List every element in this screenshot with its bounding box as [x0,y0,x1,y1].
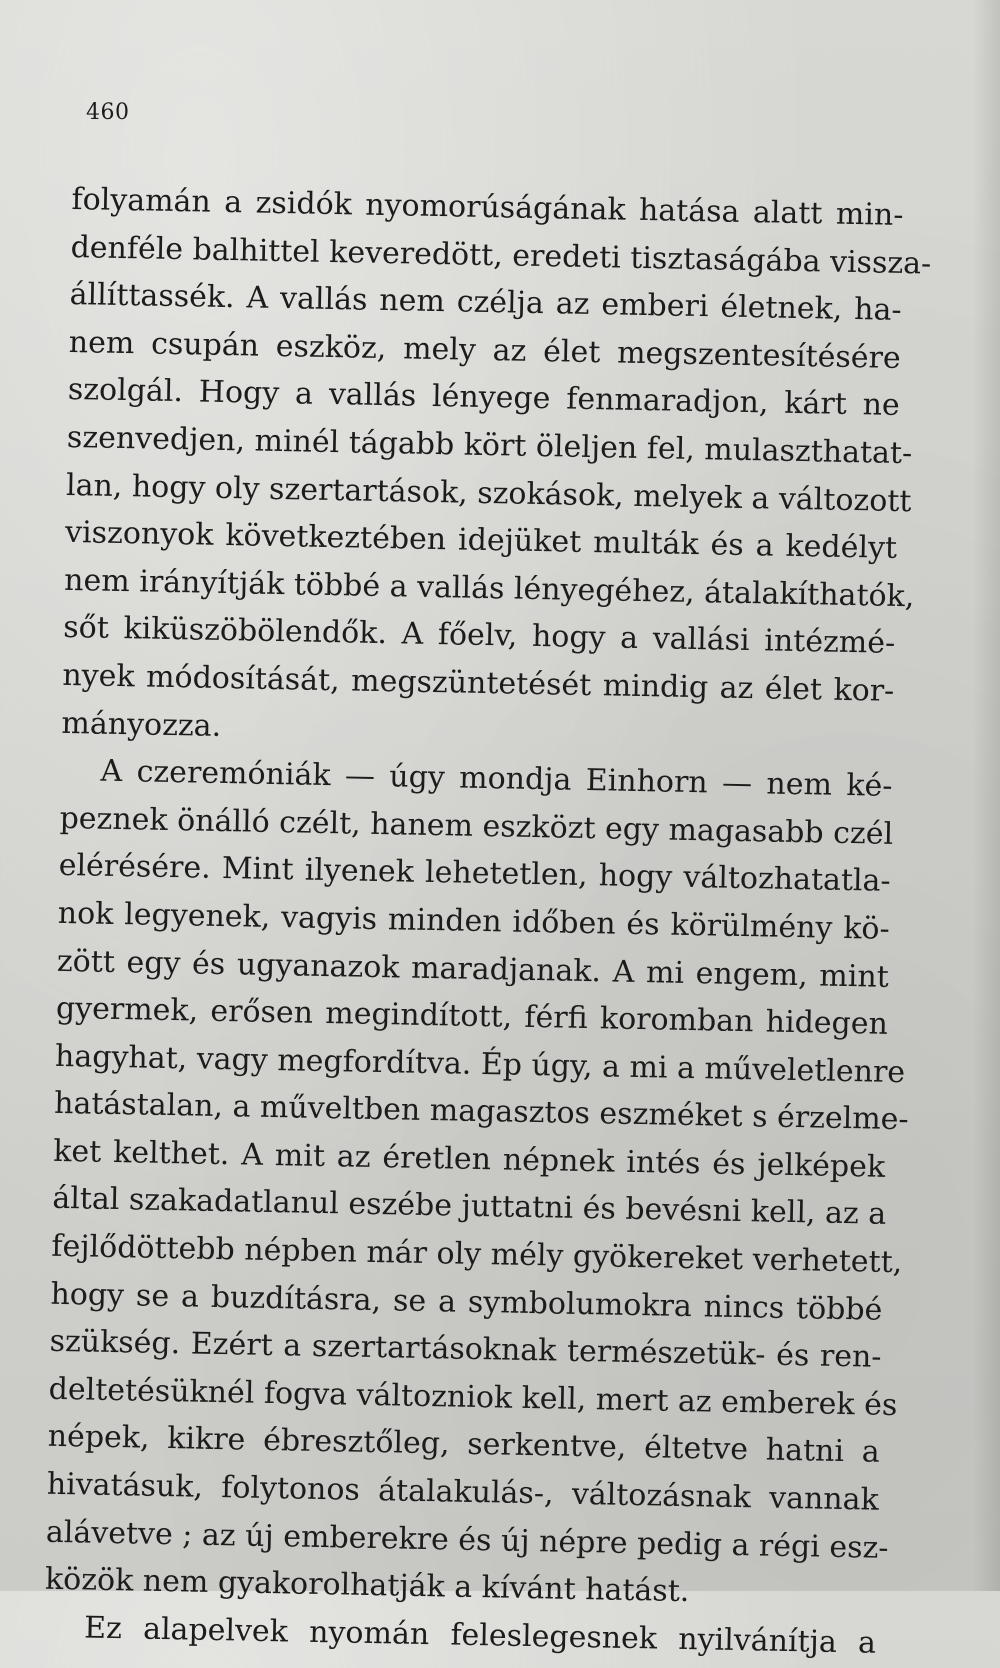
text-line: nem csupán eszköz, mely az élet megszentesítésére [68,324,901,376]
text-line: zött egy és ugyanazok maradjanak. A mi engem, mint [56,943,890,995]
text-line: szolgál. Hogy a vallás lényege fenmaradjon, kárt ne [67,372,901,424]
page-edge-shadow [972,0,1000,1591]
text-line: állíttassék. A vallás nem czélja az emberi életnek, ha- [69,277,902,329]
text-line: közök nem gyakorolhatják a kívánt hatást. [44,1561,690,1610]
body-text [44,176,932,1667]
text-line: lan, hogy oly szertartások, szokások, melyek a változott [65,467,912,519]
text-line: hivatásuk, folytonos átalakulás-, változásnak vannak [46,1466,880,1518]
text-line: nok legyenek, vagyis minden időben és körülmény kö- [57,895,891,947]
text-line: hagyhat, vagy megfordítva. Ép úgy, a mi a műveletlenre [54,1038,906,1090]
text-line: nyek módosítását, megszüntetését mindig az élet kor- [62,657,895,709]
text-line: gyermek, erősen megindított, férfi koromban hidegen [55,990,889,1042]
text-line: viszonyok következtében idejüket multák és a kedélyt [64,515,898,567]
text-line: szükség. Ezért a szertartásoknak természetük- és ren- [49,1324,882,1376]
text-line: folyamán a zsidók nyomorúságának hatása alatt min- [71,181,904,233]
text-line: népek, kikre ébresztőleg, serkentve, éltetve hatni a [47,1419,880,1471]
text-line: peznek önálló czélt, hanem eszközt egy magasabb czél [59,800,894,852]
text-line: fejlődöttebb népben már oly mély gyökereket verhetett, [51,1228,903,1281]
text-line: hatástalan, a műveltben magasztos eszméket s érzelme- [53,1086,909,1138]
text-line: által szakadatlanul eszébe juttatni és bevésni kell, az a [52,1181,887,1233]
text-line: sőt kiküszöbölendők. A főelv, hogy a vallási intézmé- [62,610,896,662]
text-line: mányozza. [61,705,222,744]
text-line: szenvedjen, minél tágabb kört öleljen fel, mulaszthatat- [66,419,913,472]
text-line: alávetve ; az új emberekre és új népre pedig a régi esz- [45,1514,889,1566]
text-line: A czeremóniák — úgy mondja Einhorn — nem ké- [100,753,893,804]
text-line: elérésére. Mint ilyenek lehetetlen, hogy változhatatla- [58,848,891,900]
text-line: ket kelthet. A mit az éretlen népnek intés és jelképek [52,1133,886,1185]
text-line: denféle balhittel keveredött, eredeti tisztaságába vissza- [70,229,932,282]
text-line: nem irányítják többé a vallás lényegéhez, átalakíthatók, [63,562,915,614]
text-line: deltetésüknél fogva változniok kell, mert az emberek és [48,1371,898,1423]
page-number: 460 [86,100,130,125]
text-line: Ez alapelvek nyomán feleslegesnek nyilvánítja a [83,1610,877,1661]
text-line: hogy se a buzdításra, se a symbolumokra nincs többé [50,1276,883,1328]
